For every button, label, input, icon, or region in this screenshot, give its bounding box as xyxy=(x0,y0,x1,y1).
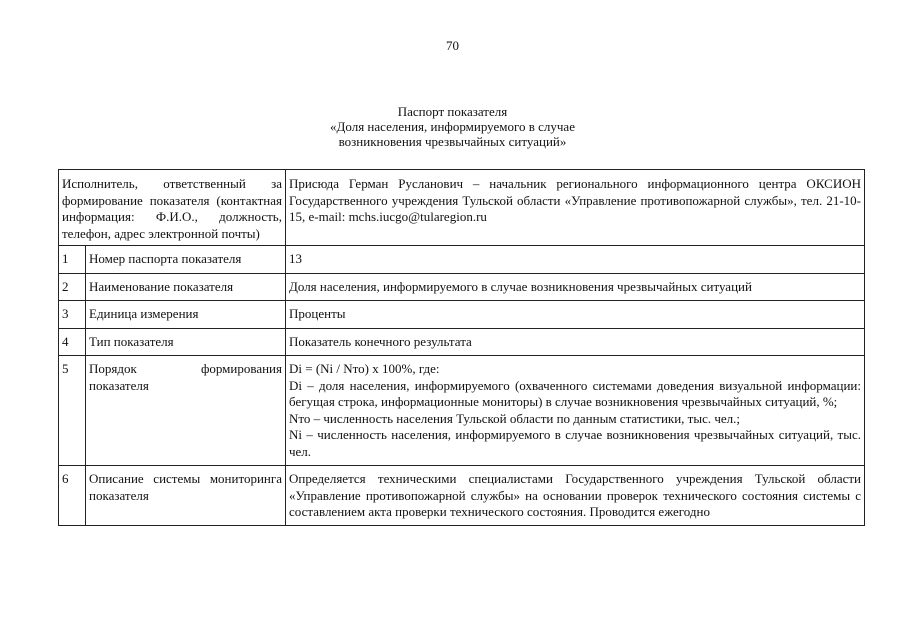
title-line-3: возникновения чрезвычайных ситуаций» xyxy=(338,134,567,149)
row-value: Проценты xyxy=(286,301,865,329)
row-name: Единица измерения xyxy=(86,301,286,329)
row-value: Доля населения, информируемого в случае возникновения чрезвычайных ситуаций xyxy=(286,273,865,301)
row-name: Описание системы мониторинга показателя xyxy=(86,466,286,526)
row-number: 2 xyxy=(59,273,86,301)
row-number: 3 xyxy=(59,301,86,329)
row-number: 6 xyxy=(59,466,86,526)
table-row xyxy=(59,466,865,526)
row-number: 5 xyxy=(59,356,86,466)
document-title xyxy=(250,104,655,149)
row-value-formula xyxy=(286,356,865,466)
row-number: 4 xyxy=(59,328,86,356)
table-row xyxy=(59,246,865,274)
row-name: Номер паспорта показателя xyxy=(86,246,286,274)
formula-line: Di = (Ni / Nто) x 100%, где: xyxy=(289,361,440,376)
table-row xyxy=(59,301,865,329)
table-row xyxy=(59,328,865,356)
executor-value: Присюда Герман Русланович – начальник регионального информационного центра ОКСИОН Государственного учреждения Тульской области «Управление противопожарной службы», тел. 21-10-15, e-mail: mchs.iucgo@tularegion.ru xyxy=(286,170,865,246)
table-row xyxy=(59,273,865,301)
title-line-2: «Доля населения, информируемого в случае xyxy=(330,119,575,134)
executor-row xyxy=(59,170,865,246)
title-line-1: Паспорт показателя xyxy=(397,104,508,119)
passport-table xyxy=(58,169,865,526)
row-name: Наименование показателя xyxy=(86,273,286,301)
formula-definition: Ni – численность населения, информируемого в случае возникновения чрезвычайных ситуаций, тыс. чел. xyxy=(289,427,861,459)
row-value: Определяется техническими специалистами Государственного учреждения Тульской области «Управление противопожарной службы» на основании проверок технического состояния системы с составлением акта проверки технического состояния. Проводится ежегодно xyxy=(286,466,865,526)
row-value: Показатель конечного результата xyxy=(286,328,865,356)
row-value: 13 xyxy=(286,246,865,274)
formula-definition: Di – доля населения, информируемого (охваченного системами доведения визуальной информации: бегущая строка, информационные мониторы) в случае возникновения чрезвычайных ситуаций, %; xyxy=(289,377,861,409)
page-number: 70 xyxy=(446,38,459,53)
table-row xyxy=(59,356,865,466)
row-name: Порядок формирования показателя xyxy=(86,356,286,466)
formula-definition: Nто – численность населения Тульской области по данным статистики, тыс. чел.; xyxy=(289,410,741,426)
row-number: 1 xyxy=(59,246,86,274)
row-name: Тип показателя xyxy=(86,328,286,356)
executor-label: Исполнитель, ответственный за формирование показателя (контактная информация: Ф.И.О., должность, телефон, адрес электронной почты) xyxy=(59,170,286,246)
